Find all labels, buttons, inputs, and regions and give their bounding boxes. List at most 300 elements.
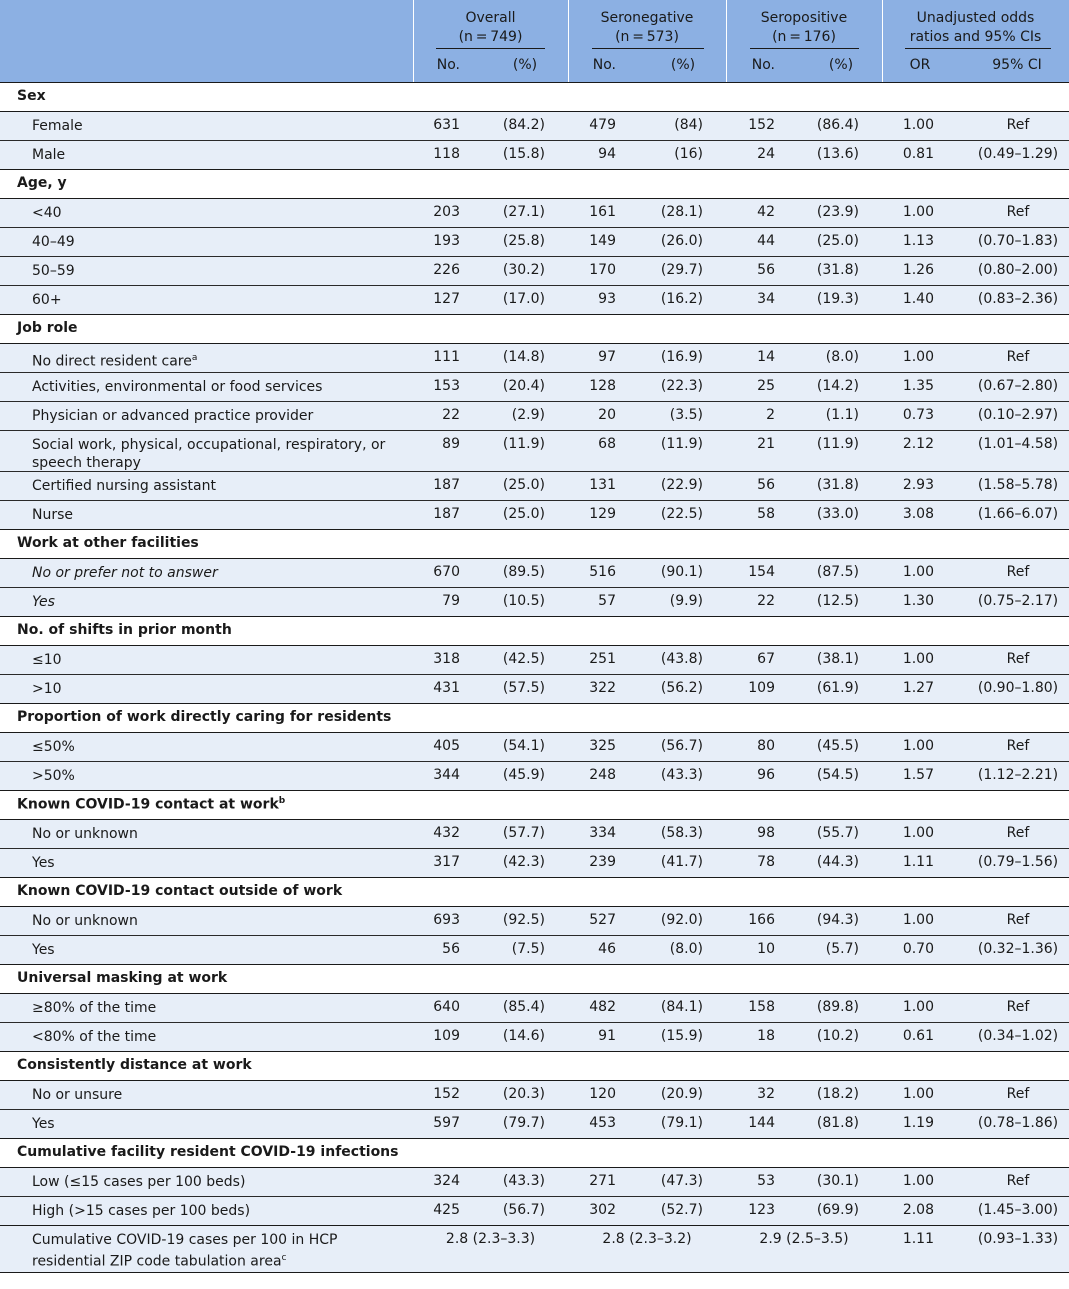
overall-count-cell: 693: [433, 912, 460, 928]
seronegative-count-cell: 482: [589, 999, 616, 1015]
odds-ratio-cell: 0.73: [902, 407, 934, 423]
row-label: [32, 1231, 402, 1271]
table-body: [0, 83, 1069, 1273]
overall-pct-cell: (30.2): [502, 262, 545, 278]
seropositive-count-cell: 10: [757, 941, 775, 957]
seronegative-count-cell: 479: [589, 117, 616, 133]
seropositive-pct-cell: (89.8): [816, 999, 859, 1015]
odds-ratio-title-line1: Unadjusted odds: [916, 10, 1035, 26]
overall-count-cell: 203: [433, 204, 460, 220]
ci-cell: Ref: [1006, 349, 1030, 365]
overall-count-cell: 226: [433, 262, 460, 278]
row-label: [32, 349, 402, 371]
odds-ratio-cell: 1.00: [902, 564, 934, 580]
table-row: [0, 1023, 1069, 1052]
seropositive-count-cell: 56: [757, 262, 775, 278]
seronegative-count-cell: 453: [589, 1115, 616, 1131]
seropositive-pct-cell: (1.1): [825, 407, 859, 423]
footnote-marker: b: [278, 796, 286, 806]
seronegative-header: [568, 9, 726, 47]
overall-count-cell: 152: [433, 1086, 460, 1102]
row-label-text: Low (≤15 cases per 100 beds): [32, 1174, 246, 1190]
seronegative-count-cell: 170: [589, 262, 616, 278]
seropositive-count-cell: 96: [757, 767, 775, 783]
overall-pct-cell: (25.0): [502, 506, 545, 522]
row-label: [32, 564, 402, 582]
seropositive-count-cell: 32: [757, 1086, 775, 1102]
seronegative-count-cell: 91: [598, 1028, 616, 1044]
seronegative-pct-cell: (9.9): [669, 593, 703, 609]
overall-count-cell: 432: [433, 825, 460, 841]
ci-cell: Ref: [1006, 117, 1030, 133]
row-label-text: ≤10: [32, 652, 62, 668]
section-title-text: No. of shifts in prior month: [17, 622, 232, 638]
seropositive-count-cell: 44: [757, 233, 775, 249]
row-label: [32, 506, 402, 524]
seronegative-count-cell: 46: [598, 941, 616, 957]
overall-count-cell: 597: [433, 1115, 460, 1131]
seropositive-pct-cell: (10.2): [816, 1028, 859, 1044]
seronegative-count-cell: 57: [598, 593, 616, 609]
row-label: [32, 912, 402, 930]
table-row: [0, 501, 1069, 530]
table-row: [0, 199, 1069, 228]
row-label-text: ≥80% of the time: [32, 1000, 157, 1016]
table-row: [0, 936, 1069, 965]
seronegative-pct-cell: (8.0): [669, 941, 703, 957]
overall-count-cell: 109: [433, 1028, 460, 1044]
seronegative-pct-cell: (41.7): [660, 854, 703, 870]
odds-ratio-cell: 1.11: [902, 854, 934, 870]
seronegative-count-cell: 251: [589, 651, 616, 667]
seronegative-count-cell: 93: [598, 291, 616, 307]
seronegative-count-cell: 161: [589, 204, 616, 220]
odds-ratio-cell: 1.26: [902, 262, 934, 278]
row-label: [32, 941, 402, 959]
overall-no-header: No.: [436, 57, 460, 73]
seropositive-pct-cell: (18.2): [816, 1086, 859, 1102]
row-label: [32, 1202, 402, 1220]
row-label-text: <80% of the time: [32, 1029, 157, 1045]
section-header: [0, 1052, 1069, 1081]
ci-cell: (0.70–1.83): [977, 233, 1059, 249]
odds-ratio-cell: 1.40: [902, 291, 934, 307]
row-label: [32, 477, 402, 495]
seronegative-count-cell: 271: [589, 1173, 616, 1189]
row-label: [32, 1173, 402, 1191]
section-title: [17, 1144, 399, 1160]
ci-cell: (0.93–1.33): [977, 1231, 1059, 1247]
table-row: [0, 1110, 1069, 1139]
seropositive-count-cell: 152: [748, 117, 775, 133]
seropositive-count-cell: 109: [748, 680, 775, 696]
seropositive-count-cell: 154: [748, 564, 775, 580]
seropositive-pct-cell: (31.8): [816, 262, 859, 278]
section-title-text: Age, y: [17, 175, 67, 191]
row-label: [32, 204, 402, 222]
seropositive-pct-cell: (54.5): [816, 767, 859, 783]
ci-cell: (1.58–5.78): [977, 477, 1059, 493]
row-label-text: <40: [32, 205, 62, 221]
table-row: [0, 257, 1069, 286]
seronegative-count-cell: 322: [589, 680, 616, 696]
ci-cell: (1.12–2.21): [977, 767, 1059, 783]
seropositive-count-cell: 166: [748, 912, 775, 928]
section-title-text: Known COVID-19 contact at work: [17, 796, 279, 813]
seronegative-count-cell: 325: [589, 738, 616, 754]
odds-ratio-cell: 1.57: [902, 767, 934, 783]
seropositive-count-cell: 80: [757, 738, 775, 754]
overall-count-cell: 22: [442, 407, 460, 423]
odds-ratio-cell: 1.11: [902, 1231, 934, 1247]
row-label-text: No or unsure: [32, 1087, 123, 1103]
seronegative-pct-cell: (58.3): [660, 825, 703, 841]
odds-ratio-cell: 0.61: [902, 1028, 934, 1044]
odds-ratio-cell: 1.00: [902, 738, 934, 754]
section-header: [0, 965, 1069, 994]
row-label: [32, 767, 402, 785]
overall-pct-cell: (42.3): [502, 854, 545, 870]
ci-cell: (0.67–2.80): [977, 378, 1059, 394]
row-label-text: High (>15 cases per 100 beds): [32, 1203, 251, 1219]
seronegative-pct-cell: (28.1): [660, 204, 703, 220]
section-title-text: Proportion of work directly caring for residents: [17, 709, 392, 725]
section-title: [17, 883, 342, 899]
section-title: [17, 88, 46, 104]
seropositive-pct-cell: (81.8): [816, 1115, 859, 1131]
row-label: [32, 407, 402, 425]
odds-ratio-cell: 1.00: [902, 349, 934, 365]
seronegative-count-cell: 334: [589, 825, 616, 841]
seronegative-pct-cell: (84): [674, 117, 703, 133]
row-label: [32, 825, 402, 843]
overall-count-cell: 318: [433, 651, 460, 667]
seronegative-count-cell: 94: [598, 146, 616, 162]
ci-cell: (0.10–2.97): [977, 407, 1059, 423]
overall-pct-cell: (14.6): [502, 1028, 545, 1044]
row-label: [32, 999, 402, 1017]
odds-ratio-cell: 0.70: [902, 941, 934, 957]
ci-header: 95% CI: [992, 57, 1042, 73]
seropositive-count-cell: 144: [748, 1115, 775, 1131]
seropositive-count-cell: 2: [766, 407, 775, 423]
overall-pct-cell: (15.8): [502, 146, 545, 162]
seronegative-pct-cell: (22.5): [660, 506, 703, 522]
overall-pct-cell: (57.5): [502, 680, 545, 696]
or-header: OR: [909, 57, 931, 73]
table-header: [0, 0, 1069, 83]
row-label-text: Yes: [32, 594, 55, 610]
row-label-text: Social work, physical, occupational, respiratory, or speech therapy: [32, 437, 386, 471]
seronegative-pct-cell: (22.3): [660, 378, 703, 394]
row-label: [32, 680, 402, 698]
overall-header: [413, 9, 568, 47]
seronegative-pct-cell: (43.8): [660, 651, 703, 667]
seronegative-n: (n = 573): [615, 29, 679, 45]
seropositive-count-cell: 53: [757, 1173, 775, 1189]
seronegative-no-header: No.: [592, 57, 616, 73]
seropositive-pct-cell: (5.7): [825, 941, 859, 957]
row-label-text: Activities, environmental or food services: [32, 379, 323, 395]
section-title-text: Universal masking at work: [17, 970, 228, 986]
row-label-text: Certified nursing assistant: [32, 478, 216, 494]
section-title-text: Sex: [17, 88, 46, 104]
overall-pct-cell: (25.0): [502, 477, 545, 493]
ci-cell: (0.79–1.56): [977, 854, 1059, 870]
odds-ratio-cell: 1.00: [902, 912, 934, 928]
seropositive-pct-cell: (19.3): [816, 291, 859, 307]
overall-count-cell: 118: [433, 146, 460, 162]
seronegative-pct-cell: (43.3): [660, 767, 703, 783]
section-title-text: Cumulative facility resident COVID-19 infections: [17, 1144, 399, 1160]
overall-count-cell: 187: [433, 506, 460, 522]
row-label: [32, 233, 402, 251]
seronegative-pct-header: (%): [670, 57, 696, 73]
seronegative-pct-cell: (90.1): [660, 564, 703, 580]
odds-ratio-cell: 1.00: [902, 1173, 934, 1189]
seropositive-pct-cell: (94.3): [816, 912, 859, 928]
seropositive-count-cell: 34: [757, 291, 775, 307]
row-label-text: No direct resident care: [32, 353, 192, 370]
overall-pct-cell: (7.5): [511, 941, 545, 957]
seropositive-count-cell: 56: [757, 477, 775, 493]
table-row: [0, 141, 1069, 170]
seronegative-pct-cell: (26.0): [660, 233, 703, 249]
section-title: [17, 1057, 252, 1073]
seropositive-pct-cell: (12.5): [816, 593, 859, 609]
overall-pct-cell: (85.4): [502, 999, 545, 1015]
row-label-text: Female: [32, 118, 83, 134]
overall-count-cell: 431: [433, 680, 460, 696]
table-row: [0, 733, 1069, 762]
section-header: [0, 83, 1069, 112]
seropositive-pct-cell: (11.9): [816, 436, 859, 452]
row-label: [32, 1086, 402, 1104]
row-label: [32, 262, 402, 280]
seronegative-pct-cell: (3.5): [669, 407, 703, 423]
table-row: [0, 402, 1069, 431]
seronegative-count-cell: 131: [589, 477, 616, 493]
overall-pct-cell: (92.5): [502, 912, 545, 928]
seropositive-pct-cell: (38.1): [816, 651, 859, 667]
overall-pct-cell: (2.9): [511, 407, 545, 423]
seropositive-count-cell: 25: [757, 378, 775, 394]
seronegative-count-cell: 97: [598, 349, 616, 365]
seropositive-pct-cell: (55.7): [816, 825, 859, 841]
table-row: [0, 286, 1069, 315]
seropositive-count-cell: 22: [757, 593, 775, 609]
row-label: [32, 146, 402, 164]
seropositive-n: (n = 176): [772, 29, 836, 45]
seronegative-count-cell: 248: [589, 767, 616, 783]
overall-count-cell: 317: [433, 854, 460, 870]
seronegative-pct-cell: (15.9): [660, 1028, 703, 1044]
header-underline: [436, 48, 545, 49]
odds-ratio-header: [882, 9, 1069, 47]
row-label: [32, 291, 402, 309]
table-row: [0, 762, 1069, 791]
table-row: [0, 431, 1069, 472]
row-label-text: >10: [32, 681, 62, 697]
row-label-text: ≤50%: [32, 739, 75, 755]
overall-pct-cell: (57.7): [502, 825, 545, 841]
overall-pct-cell: (25.8): [502, 233, 545, 249]
seropositive-median-cell: 2.9 (2.5–3.5): [759, 1231, 849, 1247]
odds-ratio-cell: 1.35: [902, 378, 934, 394]
table-row: [0, 820, 1069, 849]
seronegative-pct-cell: (84.1): [660, 999, 703, 1015]
seropositive-pct-cell: (8.0): [825, 349, 859, 365]
table-row: [0, 472, 1069, 501]
overall-pct-cell: (20.3): [502, 1086, 545, 1102]
ci-cell: Ref: [1006, 999, 1030, 1015]
section-title: [17, 970, 227, 986]
row-label-text: No or unknown: [32, 826, 138, 842]
table-row-final: [0, 1226, 1069, 1273]
table-row: [0, 1168, 1069, 1197]
seropositive-count-cell: 78: [757, 854, 775, 870]
seronegative-pct-cell: (20.9): [660, 1086, 703, 1102]
ci-cell: Ref: [1006, 738, 1030, 754]
overall-count-cell: 56: [442, 941, 460, 957]
overall-title: Overall: [465, 10, 516, 26]
seronegative-count-cell: 516: [589, 564, 616, 580]
ci-cell: (1.45–3.00): [977, 1202, 1059, 1218]
section-header: [0, 315, 1069, 344]
table-row: [0, 344, 1069, 373]
seropositive-pct-cell: (44.3): [816, 854, 859, 870]
overall-count-cell: 111: [433, 349, 460, 365]
overall-count-cell: 127: [433, 291, 460, 307]
odds-ratio-cell: 1.27: [902, 680, 934, 696]
overall-count-cell: 405: [433, 738, 460, 754]
row-label-text: >50%: [32, 768, 75, 784]
seropositive-pct-cell: (86.4): [816, 117, 859, 133]
odds-ratio-cell: 1.00: [902, 1086, 934, 1102]
seropositive-pct-cell: (30.1): [816, 1173, 859, 1189]
ci-cell: Ref: [1006, 1173, 1030, 1189]
seropositive-pct-cell: (33.0): [816, 506, 859, 522]
overall-pct-cell: (45.9): [502, 767, 545, 783]
odds-ratio-cell: 1.00: [902, 999, 934, 1015]
seropositive-pct-header: (%): [828, 57, 854, 73]
row-label-text: Yes: [32, 942, 55, 958]
row-label-text: Yes: [32, 855, 55, 871]
seropositive-pct-cell: (31.8): [816, 477, 859, 493]
row-label: [32, 1115, 402, 1133]
row-label-text: Yes: [32, 1116, 55, 1132]
overall-count-cell: 631: [433, 117, 460, 133]
table-row: [0, 675, 1069, 704]
row-label: [32, 117, 402, 135]
section-title-text: Consistently distance at work: [17, 1057, 252, 1073]
header-underline: [750, 48, 859, 49]
overall-pct-cell: (20.4): [502, 378, 545, 394]
ci-cell: Ref: [1006, 825, 1030, 841]
seronegative-pct-cell: (92.0): [660, 912, 703, 928]
seropositive-pct-cell: (69.9): [816, 1202, 859, 1218]
odds-ratio-cell: 0.81: [902, 146, 934, 162]
section-title: [17, 796, 285, 813]
seronegative-pct-cell: (56.7): [660, 738, 703, 754]
ci-cell: (0.32–1.36): [977, 941, 1059, 957]
seropositive-pct-cell: (25.0): [816, 233, 859, 249]
overall-count-cell: 640: [433, 999, 460, 1015]
seropositive-pct-cell: (45.5): [816, 738, 859, 754]
odds-ratio-cell: 1.00: [902, 204, 934, 220]
section-title: [17, 709, 391, 725]
section-title-text: Work at other facilities: [17, 535, 199, 551]
seropositive-count-cell: 18: [757, 1028, 775, 1044]
overall-pct-cell: (56.7): [502, 1202, 545, 1218]
overall-pct-cell: (43.3): [502, 1173, 545, 1189]
ci-cell: (0.49–1.29): [977, 146, 1059, 162]
table-row: [0, 849, 1069, 878]
overall-pct-cell: (84.2): [502, 117, 545, 133]
seropositive-pct-cell: (61.9): [816, 680, 859, 696]
row-label-text: Nurse: [32, 507, 74, 523]
overall-count-cell: 344: [433, 767, 460, 783]
odds-ratio-title-line2: ratios and 95% CIs: [909, 29, 1042, 45]
overall-pct-cell: (89.5): [502, 564, 545, 580]
section-header: [0, 704, 1069, 733]
seronegative-pct-cell: (47.3): [660, 1173, 703, 1189]
row-label-text: 50–59: [32, 263, 75, 279]
overall-pct-cell: (17.0): [502, 291, 545, 307]
seronegative-pct-cell: (79.1): [660, 1115, 703, 1131]
section-header: [0, 170, 1069, 199]
row-label-text: No or prefer not to answer: [32, 565, 218, 581]
seronegative-median-cell: 2.8 (2.3–3.2): [602, 1231, 692, 1247]
seronegative-count-cell: 68: [598, 436, 616, 452]
table-row: [0, 646, 1069, 675]
seronegative-pct-cell: (16.9): [660, 349, 703, 365]
overall-pct-cell: (10.5): [502, 593, 545, 609]
row-label-text: Physician or advanced practice provider: [32, 408, 314, 424]
overall-median-cell: 2.8 (2.3–3.3): [445, 1231, 536, 1247]
section-header: [0, 1139, 1069, 1168]
seropositive-count-cell: 42: [757, 204, 775, 220]
row-label: [32, 593, 402, 611]
table-row: [0, 1197, 1069, 1226]
overall-count-cell: 324: [433, 1173, 460, 1189]
seropositive-no-header: No.: [751, 57, 775, 73]
table-row: [0, 373, 1069, 402]
section-header: [0, 878, 1069, 907]
header-underline: [592, 48, 704, 49]
section-header: [0, 530, 1069, 559]
seronegative-title: Seronegative: [600, 10, 694, 26]
seropositive-count-cell: 21: [757, 436, 775, 452]
row-label-text: No or unknown: [32, 913, 138, 929]
seronegative-count-cell: 128: [589, 378, 616, 394]
overall-count-cell: 670: [433, 564, 460, 580]
footnote-marker: a: [191, 353, 198, 363]
section-title: [17, 535, 199, 551]
odds-ratio-cell: 1.00: [902, 117, 934, 133]
overall-count-cell: 193: [433, 233, 460, 249]
overall-pct-header: (%): [512, 57, 538, 73]
odds-ratio-cell: 2.93: [902, 477, 934, 493]
seronegative-pct-cell: (11.9): [660, 436, 703, 452]
seropositive-pct-cell: (23.9): [816, 204, 859, 220]
section-title: [17, 175, 67, 191]
table-row: [0, 112, 1069, 141]
seropositive-count-cell: 67: [757, 651, 775, 667]
odds-ratio-cell: 1.19: [902, 1115, 934, 1131]
odds-ratio-cell: 1.00: [902, 651, 934, 667]
overall-count-cell: 187: [433, 477, 460, 493]
